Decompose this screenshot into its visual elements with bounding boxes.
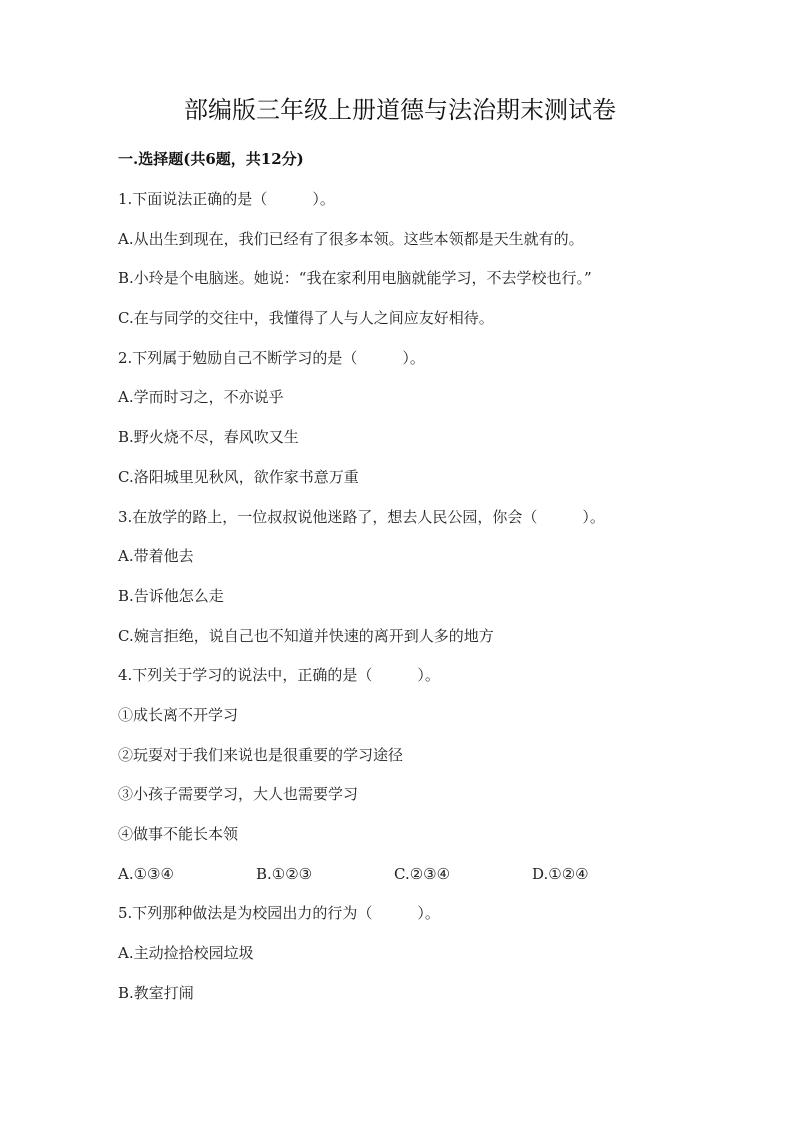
question-1-stem: 1.下面说法正确的是（ ）。 bbox=[118, 190, 335, 208]
question-2-option-a: A.学而时习之，不亦说乎 bbox=[118, 388, 284, 407]
question-3-stem: 3.在放学的路上，一位叔叔说他迷路了，想去人民公园，你会（ ）。 bbox=[118, 507, 605, 526]
question-3-option-a: A.带着他去 bbox=[118, 547, 194, 566]
question-5-option-a: A.主动捡拾校园垃圾 bbox=[118, 944, 254, 963]
question-4-option-d: D.①②④ bbox=[532, 864, 589, 883]
question-4-options bbox=[118, 861, 718, 901]
question-3-option-b: B.告诉他怎么走 bbox=[118, 586, 224, 605]
question-4-statement-2: ②玩耍对于我们来说也是很重要的学习途径 bbox=[118, 745, 404, 764]
question-4-option-c: C.②③④ bbox=[394, 864, 451, 883]
section-heading: 一.选择题(共6题，共12分) bbox=[118, 150, 304, 168]
question-1-option-c: C.在与同学的交往中，我懂得了人与人之间应友好相待。 bbox=[118, 309, 494, 328]
question-3-option-c: C.婉言拒绝，说自己也不知道并快速的离开到人多的地方 bbox=[118, 626, 494, 645]
page-title: 部编版三年级上册道德与法治期末测试卷 bbox=[184, 96, 616, 124]
question-1-option-b: B.小玲是个电脑迷。她说：“我在家利用电脑就能学习，不去学校也行。” bbox=[118, 269, 592, 288]
question-2-stem: 2.下列属于勉励自己不断学习的是（ ）。 bbox=[118, 348, 425, 367]
question-2-option-b: B.野火烧不尽，春风吹又生 bbox=[118, 428, 299, 447]
question-1-option-a: A.从出生到现在，我们已经有了很多本领。这些本领都是天生就有的。 bbox=[118, 229, 584, 248]
question-5-stem: 5.下列那种做法是为校园出力的行为（ ）。 bbox=[118, 904, 440, 923]
question-4-option-b: B.①②③ bbox=[256, 864, 313, 883]
question-4-option-a: A.①③④ bbox=[118, 864, 174, 883]
question-4-statement-1: ①成长离不开学习 bbox=[118, 705, 239, 724]
question-2-option-c: C.洛阳城里见秋风，欲作家书意万重 bbox=[118, 467, 359, 486]
question-4-stem: 4.下列关于学习的说法中，正确的是（ ）。 bbox=[118, 666, 440, 685]
question-4-statement-4: ④做事不能长本领 bbox=[118, 825, 239, 843]
question-list bbox=[118, 186, 718, 1019]
question-5-option-b: B.教室打闹 bbox=[118, 983, 194, 1002]
question-4-statement-3: ③小孩子需要学习，大人也需要学习 bbox=[118, 785, 359, 804]
